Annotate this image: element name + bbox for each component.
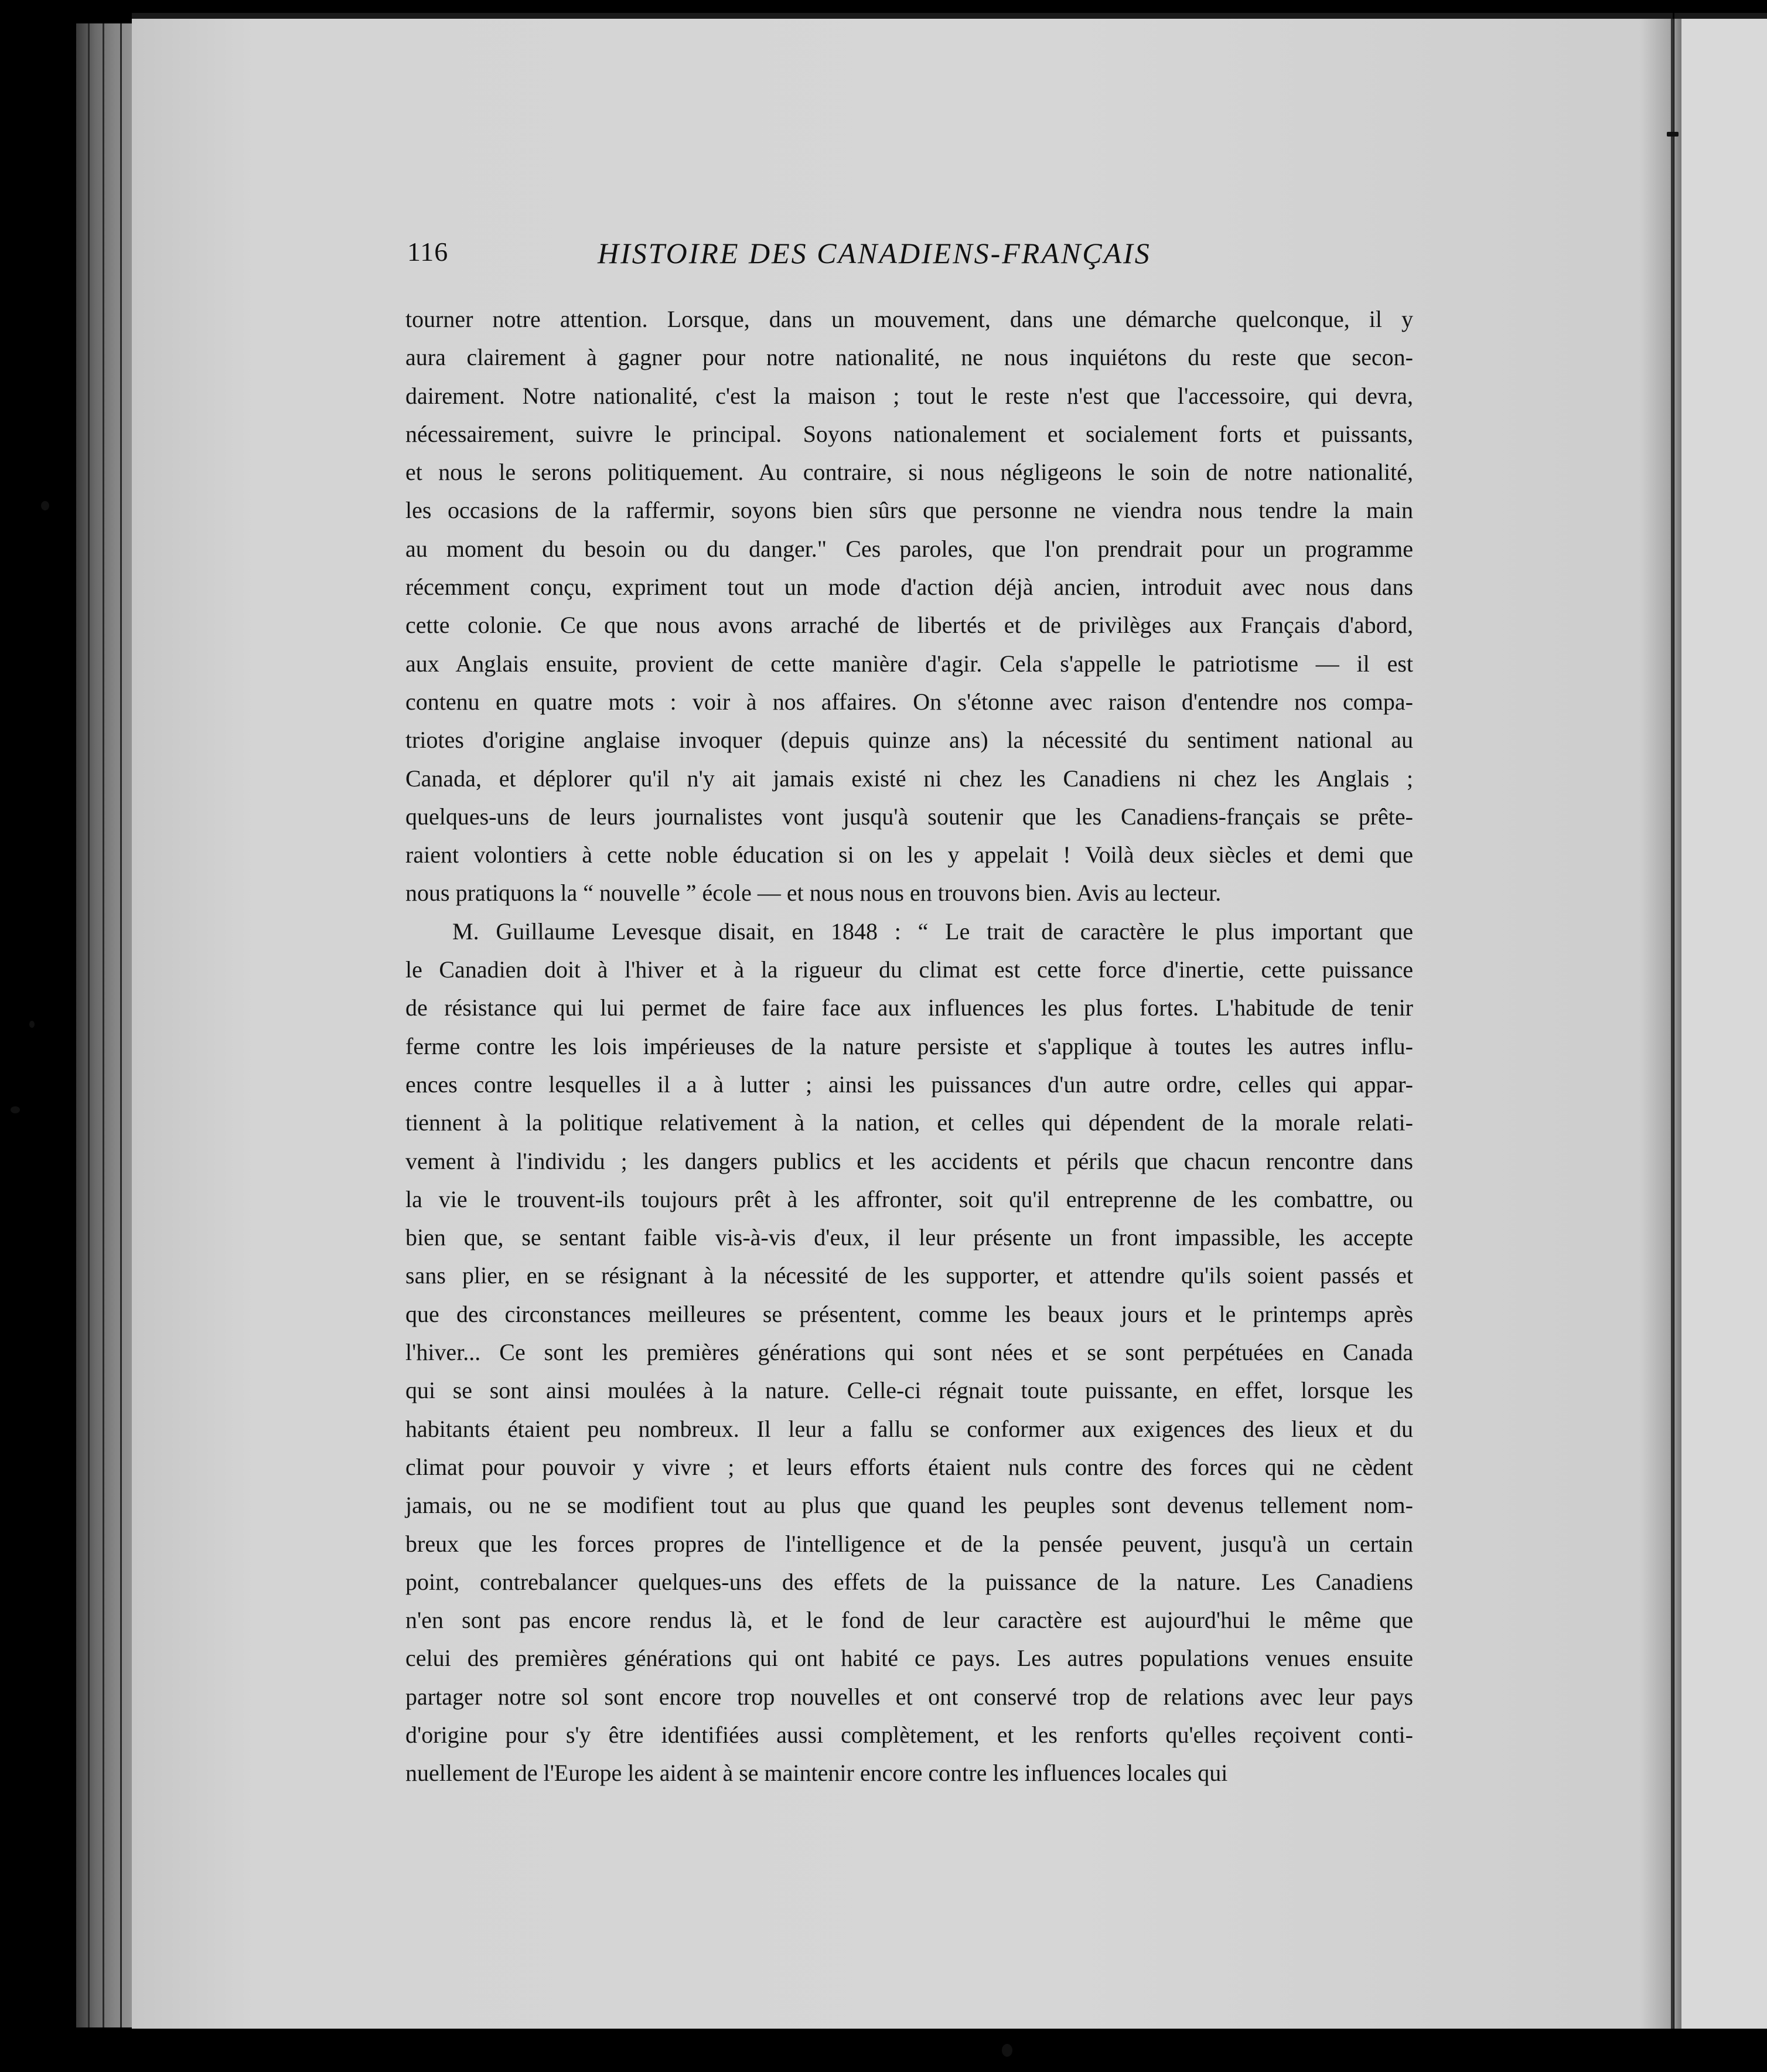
text-line: quelques-uns de leurs journalistes vont jusqu'à soutenir que les Canadiens-français se prête- <box>405 803 1413 830</box>
text-line: nécessairement, suivre le principal. Soyons nationalement et socialement forts et puissants, <box>405 420 1413 447</box>
text-line: et nous le serons politiquement. Au contraire, si nous négligeons le soin de notre nationalité, <box>405 459 1413 486</box>
text-line: habitants étaient peu nombreux. Il leur a fallu se conformer aux exigences des lieux et du <box>405 1415 1413 1442</box>
text-line: partager notre sol sont encore trop nouvelles et ont conservé trop de relations avec leur pays <box>405 1683 1413 1710</box>
text-line: point, contrebalancer quelques-uns des effets de la puissance de la nature. Les Canadiens <box>405 1568 1413 1595</box>
text-line: récemment conçu, expriment tout un mode d'action déjà ancien, introduit avec nous dans <box>405 574 1413 601</box>
text-line: les occasions de la raffermir, soyons bien sûrs que personne ne viendra nous tendre la main <box>405 497 1413 524</box>
text-line: le Canadien doit à l'hiver et à la rigueur du climat est cette force d'inertie, cette puissance <box>405 956 1413 983</box>
dust-speck <box>41 501 49 510</box>
text-line: au moment du besoin ou du danger." Ces paroles, que l'on prendrait pour un programme <box>405 535 1413 562</box>
running-title: HISTOIRE DES CANADIENS-FRANÇAIS <box>598 237 1151 270</box>
dust-speck <box>1002 2044 1012 2057</box>
stacked-page-edges <box>76 23 141 2027</box>
text-line: dairement. Notre nationalité, c'est la maison ; tout le reste n'est que l'accessoire, qui devra, <box>405 382 1413 409</box>
text-line: de résistance qui lui permet de faire face aux influences les plus fortes. L'habitude de tenir <box>405 994 1413 1021</box>
body-text <box>405 300 1413 1792</box>
text-line: ences contre lesquelles il a à lutter ; ainsi les puissances d'un autre ordre, celles qui appar- <box>405 1071 1413 1098</box>
text-line: nuellement de l'Europe les aident à se maintenir encore contre les influences locales qui <box>405 1760 1228 1787</box>
text-line: aura clairement à gagner pour notre nationalité, ne nous inquiétons du reste que secon- <box>405 344 1413 371</box>
dust-speck <box>1667 132 1679 137</box>
text-line: cette colonie. Ce que nous avons arraché de libertés et de privilèges aux Français d'abord, <box>405 612 1413 639</box>
text-line: sans plier, en se résignant à la nécessité de les supporter, et attendre qu'ils soient passés et <box>405 1262 1413 1289</box>
text-line: tourner notre attention. Lorsque, dans un mouvement, dans une démarche quelconque, il y <box>405 306 1413 332</box>
gutter-shadow <box>1640 19 1681 2029</box>
text-line: climat pour pouvoir y vivre ; et leurs efforts étaient nuls contre des forces qui ne cèdent <box>405 1453 1413 1480</box>
page-number: 116 <box>407 237 449 267</box>
page-edge-line <box>88 23 90 2027</box>
text-line: vement à l'individu ; les dangers publics et les accidents et périls que chacun rencontre dans <box>405 1147 1413 1174</box>
text-line: jamais, ou ne se modifient tout au plus que quand les peuples sont devenus tellement nom- <box>405 1492 1413 1519</box>
paragraph <box>405 300 1413 912</box>
text-line: Canada, et déplorer qu'il n'y ait jamais existé ni chez les Canadiens ni chez les Anglais ; <box>405 765 1413 792</box>
binding-thread <box>1671 19 1674 2029</box>
text-line: qui se sont ainsi moulées à la nature. Celle-ci régnait toute puissante, en effet, lorsque les <box>405 1377 1413 1404</box>
text-line: bien que, se sentant faible vis-à-vis d'eux, il leur présente un front impassible, les accepte <box>405 1224 1413 1251</box>
page-edge-line <box>120 23 122 2027</box>
text-line: nous pratiquons la “ nouvelle ” école — et nous nous en trouvons bien. Avis au lecteur. <box>405 880 1222 906</box>
text-line: triotes d'origine anglaise invoquer (depuis quinze ans) la nécessité du sentiment national au <box>405 727 1413 754</box>
text-line: la vie le trouvent-ils toujours prêt à les affronter, soit qu'il entreprenne de les combattre, ou <box>405 1185 1413 1212</box>
text-line: l'hiver... Ce sont les premières générations qui sont nées et se sont perpétuées en Canada <box>405 1339 1413 1366</box>
text-line: raient volontiers à cette noble éducation si on les y appelait ! Voilà deux siècles et demi que <box>405 841 1413 868</box>
text-line: n'en sont pas encore rendus là, et le fond de leur caractère est aujourd'hui le même que <box>405 1607 1413 1634</box>
scan-border <box>0 2029 1767 2072</box>
page-edge-line <box>103 23 104 2027</box>
facing-page-edge <box>1674 13 1767 2034</box>
text-line: d'origine pour s'y être identifiées aussi complètement, et les renforts qu'elles reçoivent conti- <box>405 1721 1413 1748</box>
dust-speck <box>29 1021 35 1028</box>
text-line: M. Guillaume Levesque disait, en 1848 : “ Le trait de caractère le plus important que <box>452 918 1413 945</box>
text-line: tiennent à la politique relativement à la nation, et celles qui dépendent de la morale relati- <box>405 1109 1413 1136</box>
text-line: que des circonstances meilleures se présentent, comme les beaux jours et le printemps après <box>405 1300 1413 1327</box>
paragraph <box>405 912 1413 1792</box>
text-line: ferme contre les lois impérieuses de la nature persiste et s'applique à toutes les autres influ- <box>405 1032 1413 1059</box>
text-line: celui des premières générations qui ont habité ce pays. Les autres populations venues ensuite <box>405 1645 1413 1672</box>
text-line: breux que les forces propres de l'intelligence et de la pensée peuvent, jusqu'à un certain <box>405 1530 1413 1557</box>
running-header <box>407 231 1204 284</box>
text-line: contenu en quatre mots : voir à nos affaires. On s'étonne avec raison d'entendre nos compa- <box>405 688 1413 715</box>
text-line: aux Anglais ensuite, provient de cette manière d'agir. Cela s'appelle le patriotisme — il est <box>405 650 1413 677</box>
dust-speck <box>11 1106 20 1113</box>
